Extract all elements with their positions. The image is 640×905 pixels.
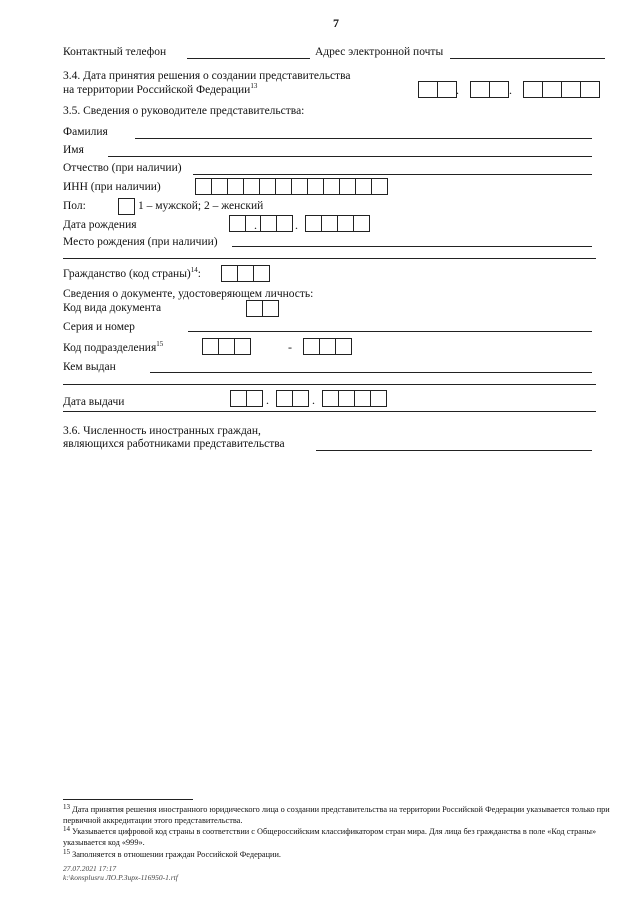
patronymic-field-line[interactable] [193, 174, 592, 175]
citizenship-boxes[interactable] [221, 265, 270, 282]
footnote-14: $^{14}$ Указывается цифровой код страны в соответствии с Общероссийским классификатором стран мира. Для лица без гражданства в поле «Код страны» указывается код «999». [63, 825, 597, 847]
file-timestamp: 27.07.2021 17:17 [63, 864, 117, 873]
birth-place-field-line[interactable] [232, 246, 592, 247]
subdivision-code-part2[interactable] [303, 338, 352, 355]
decision-date-day[interactable] [418, 81, 457, 98]
birth-place-label: Место рождения (при наличии) [63, 236, 218, 248]
decision-date-year[interactable] [523, 81, 600, 98]
series-number-field-line[interactable] [188, 331, 592, 332]
section-3-4-line1: 3.4. Дата принятия решения о создании представительства [63, 70, 351, 82]
issued-by-label: Кем выдан [63, 361, 116, 373]
section-3-6-line1: 3.6. Численность иностранных граждан, [63, 425, 261, 437]
doc-type-boxes[interactable] [246, 300, 279, 317]
phone-field-line[interactable] [187, 58, 310, 59]
birth-date-year[interactable] [305, 215, 370, 232]
birth-date-month[interactable] [260, 215, 293, 232]
footnote-ref-15: 15 [156, 340, 164, 348]
issue-date-year[interactable] [322, 390, 387, 407]
series-number-label: Серия и номер [63, 321, 135, 333]
decision-date-month[interactable] [470, 81, 509, 98]
surname-label: Фамилия [63, 126, 108, 138]
inn-label: ИНН (при наличии) [63, 181, 161, 193]
footnote-13: $^{13}$ Дата принятия решения иностранного юридического лица о создании представительства на территории Российской Федерации указывается только при первичной аккредитации этого представительства. [63, 803, 610, 825]
birth-date-label: Дата рождения [63, 219, 137, 231]
issued-by-continuation-line[interactable] [63, 384, 596, 385]
section-3-6-line2: являющихся работниками представительства [63, 438, 285, 450]
employee-count-field-line[interactable] [316, 450, 592, 451]
file-path: k:\konsplusru ЛО.Р.Зирх-116950-1.rtf [63, 873, 178, 882]
name-label: Имя [63, 144, 84, 156]
email-field-line[interactable] [450, 58, 605, 59]
name-field-line[interactable] [108, 156, 592, 157]
issue-date-day[interactable] [230, 390, 263, 407]
gender-hint: 1 – мужской; 2 – женский [138, 200, 264, 212]
gender-box[interactable] [118, 198, 135, 215]
email-label: Адрес электронной почты [315, 46, 444, 58]
footnote-ref-14: 14 [190, 266, 198, 274]
gender-label: Пол: [63, 200, 86, 212]
subdivision-code-part1[interactable] [202, 338, 251, 355]
doc-type-label: Код вида документа [63, 302, 162, 314]
issue-date-underline [63, 411, 596, 412]
footnote-separator [63, 799, 193, 800]
birth-date-day[interactable] [229, 215, 262, 232]
page-number: 7 [333, 16, 339, 30]
footnote-15: $^{15}$ Заполняется в отношении граждан Российской Федерации. [63, 848, 281, 859]
id-document-title: Сведения о документе, удостоверяющем личность: [63, 288, 314, 300]
issue-date-month[interactable] [276, 390, 309, 407]
footnote-ref-13: 13 [250, 82, 258, 90]
inn-boxes[interactable] [195, 178, 388, 195]
birth-place-continuation-line[interactable] [63, 258, 596, 259]
issue-date-label: Дата выдачи [63, 396, 125, 408]
citizenship-label: Гражданство (код страны)$^{14}$: [63, 266, 201, 280]
section-3-4-line2: на территории Российской Федерации$^{13}$ [63, 82, 258, 96]
section-3-5-title: 3.5. Сведения о руководителе представительства: [63, 105, 305, 117]
subdivision-code-label: Код подразделения$^{15}$ [63, 340, 164, 354]
issued-by-field-line[interactable] [150, 372, 592, 373]
surname-field-line[interactable] [135, 138, 592, 139]
patronymic-label: Отчество (при наличии) [63, 162, 182, 174]
phone-label: Контактный телефон [63, 46, 167, 58]
